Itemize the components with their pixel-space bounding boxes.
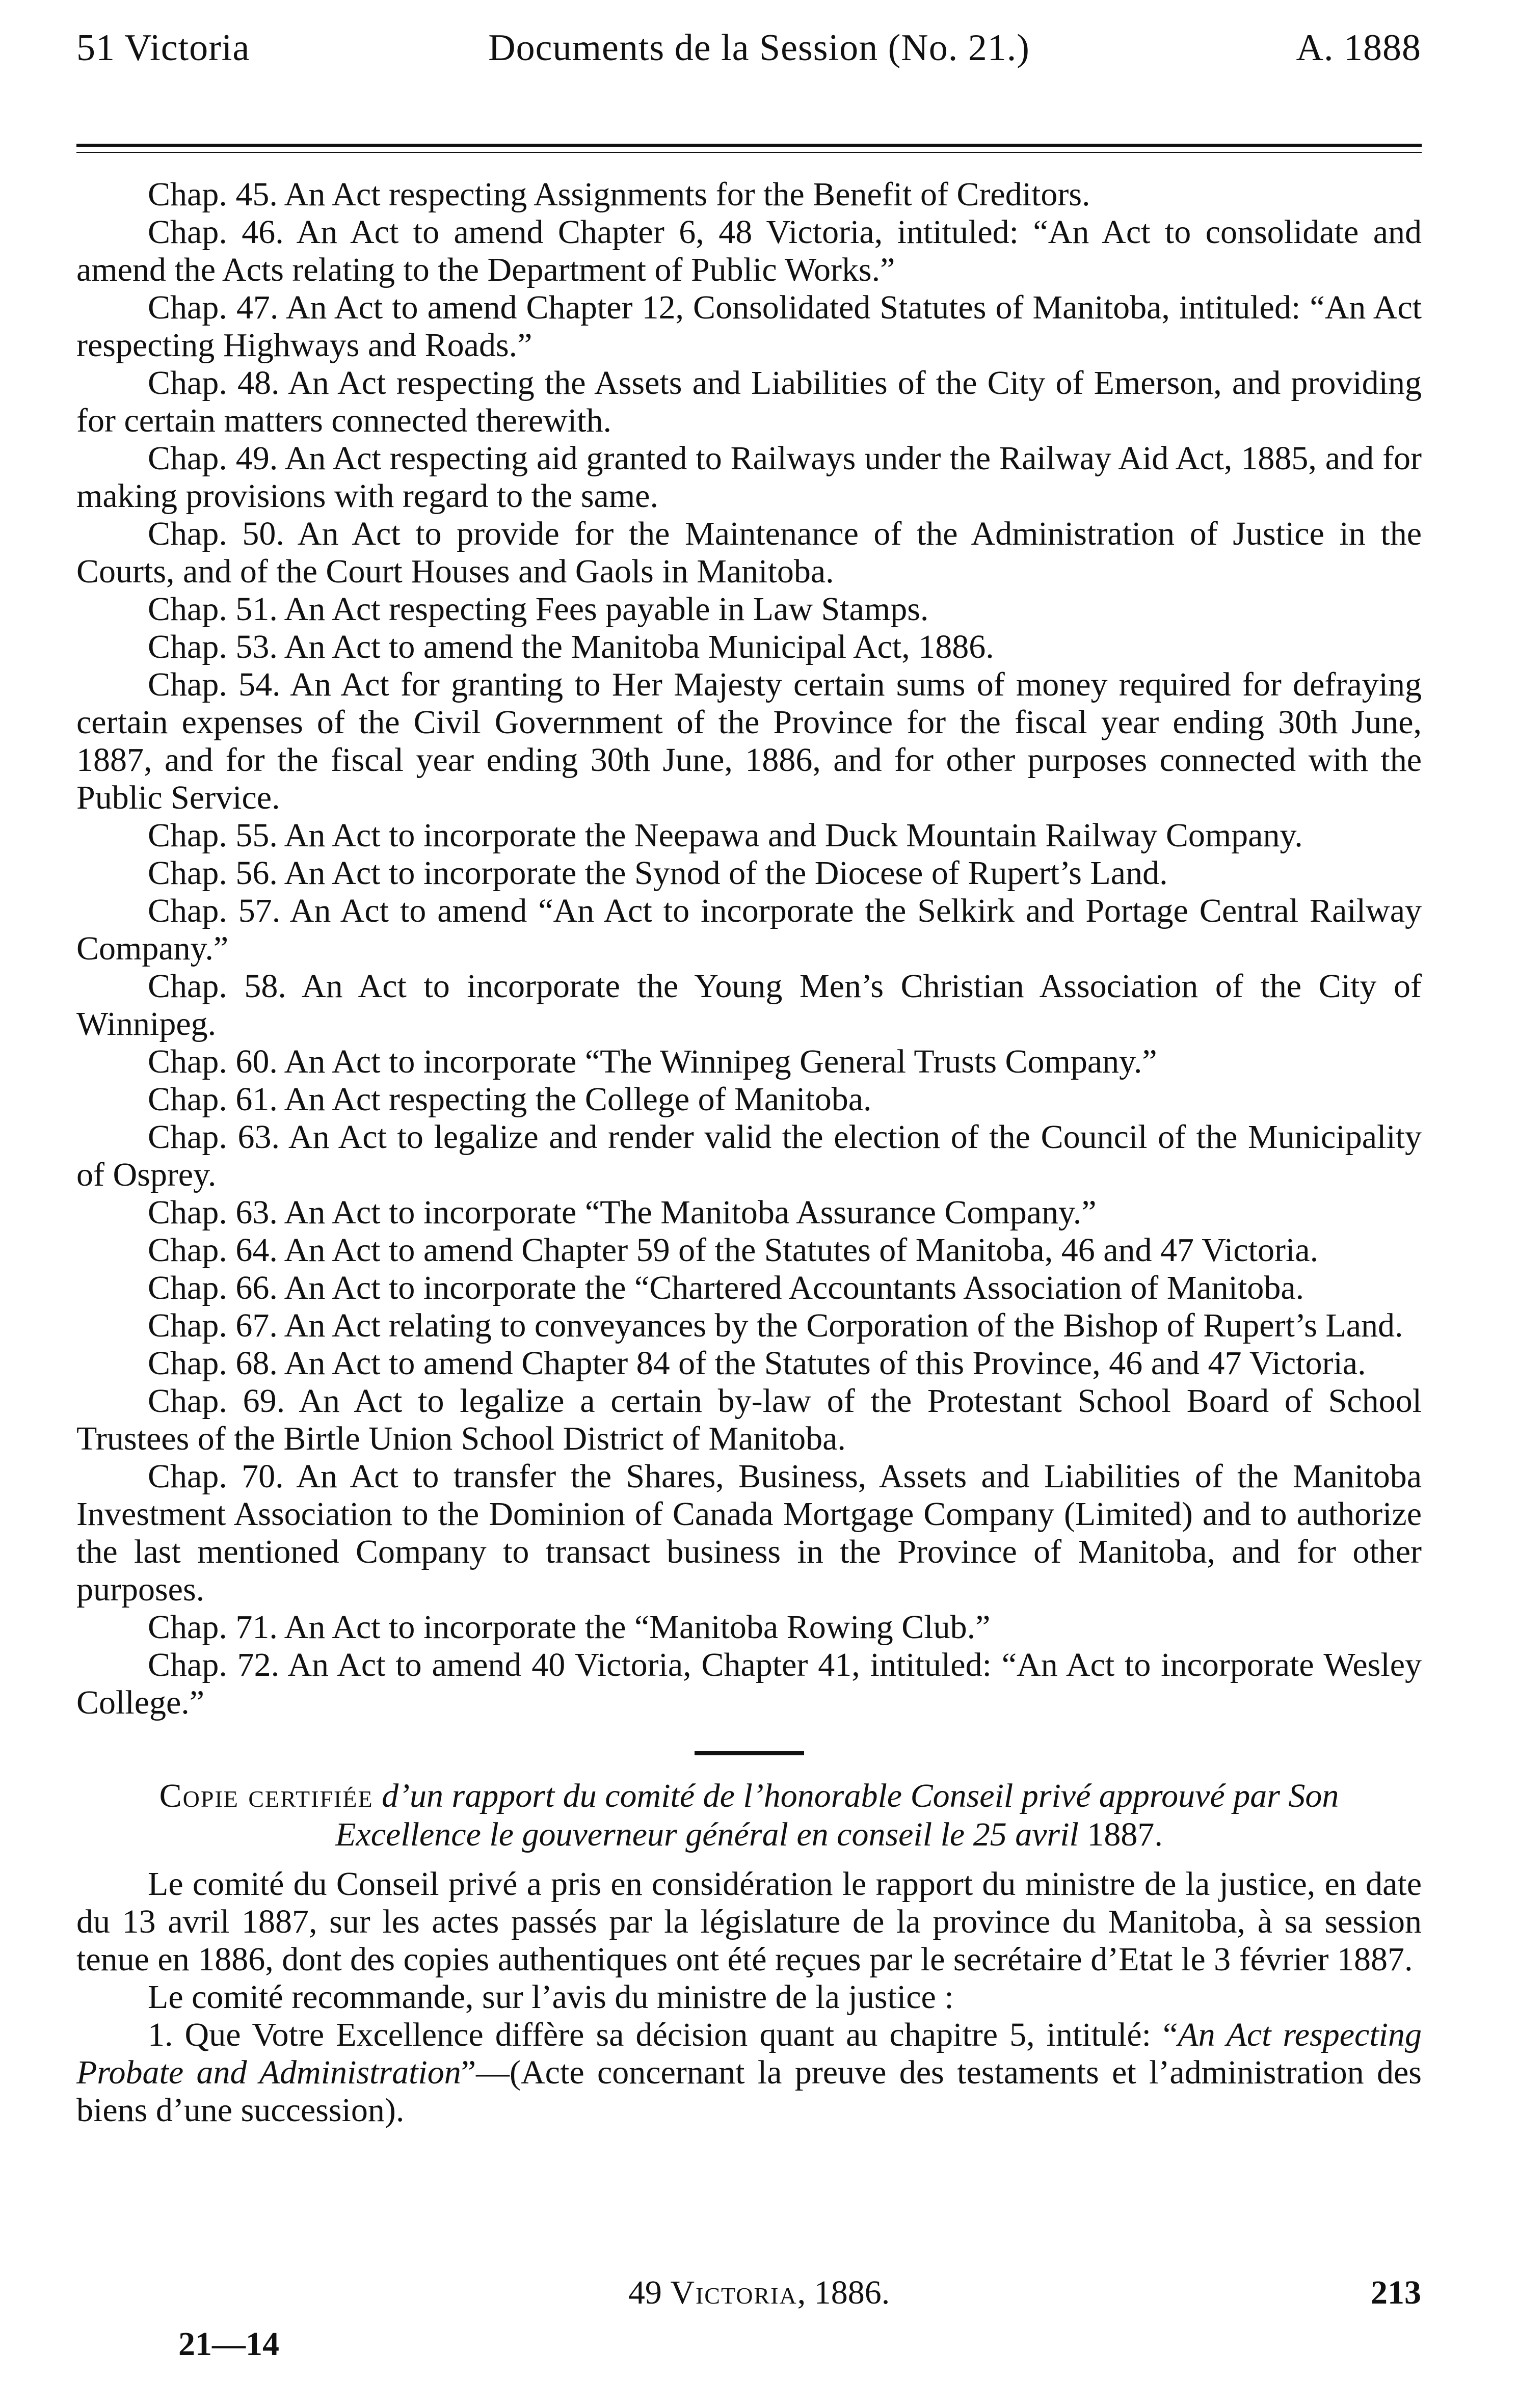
report-paragraph: Le comité recommande, sur l’avis du ministre de la justice : bbox=[148, 1978, 954, 2016]
chapter-item: Chap. 49. An Act respecting aid granted to Railways under the Railway Aid Act, 1885, and for making provisions with regard to the same. bbox=[76, 440, 1422, 515]
printer-signature: 21—14 bbox=[178, 2325, 279, 2363]
header-year: A. 1888 bbox=[1296, 27, 1421, 69]
chapter-item: Chap. 67. An Act relating to conveyances by the Corporation of the Bishop of Rupert’s Land. bbox=[148, 1307, 1403, 1344]
item1-end: ”—(Acte concernant la preuve des testaments et l’administration des biens d’une succession). bbox=[76, 2054, 1422, 2129]
chapter-item: Chap. 61. An Act respecting the College of Manitoba. bbox=[148, 1081, 872, 1118]
report-title-rest: d’un rapport du comité de l’honorable Conseil privé approuvé par Son bbox=[373, 1777, 1339, 1814]
page-number: 213 bbox=[1371, 2274, 1421, 2311]
chapter-item: Chap. 71. An Act to incorporate the “Manitoba Rowing Club.” bbox=[148, 1609, 991, 1646]
chapter-item: Chap. 66. An Act to incorporate the “Chartered Accountants Association of Manitoba. bbox=[148, 1269, 1304, 1306]
section-separator bbox=[695, 1751, 804, 1755]
footer-suffix: , 1886. bbox=[797, 2274, 890, 2311]
chapter-item: Chap. 54. An Act for granting to Her Majesty certain sums of money required for defraying certain expenses of the Civil Government of the Province for the fiscal year ending 30th June, 1887, and for the fiscal year ending 30th June, 1886, and for other purposes connected with the Public Service. bbox=[76, 666, 1422, 816]
report-title-line2 bbox=[76, 1815, 1422, 1854]
chapter-item: Chap. 56. An Act to incorporate the Synod of the Diocese of Rupert’s Land. bbox=[148, 854, 1168, 892]
report-title-caps: Copie certifiée bbox=[159, 1777, 374, 1814]
chapter-item: Chap. 69. An Act to legalize a certain by-law of the Protestant School Board of School Trustees of the Birtle Union School District of Manitoba. bbox=[76, 1382, 1422, 1457]
chapter-item: Chap. 50. An Act to provide for the Maintenance of the Administration of Justice in the Courts, and of the Court Houses and Gaols in Manitoba. bbox=[76, 515, 1422, 590]
footer-prefix: 49 bbox=[628, 2274, 671, 2311]
report-title bbox=[76, 1777, 1422, 1815]
item1-start: 1. Que Votre Excellence diffère sa décision quant au chapitre 5, intitulé: “ bbox=[148, 2016, 1178, 2053]
main-text bbox=[76, 176, 1422, 2129]
header-rule-thin bbox=[76, 152, 1422, 153]
chapter-item: Chap. 46. An Act to amend Chapter 6, 48 Victoria, intituled: “An Act to consolidate and amend the Acts relating to the Department of Public Works.” bbox=[76, 213, 1422, 288]
chapter-item: Chap. 48. An Act respecting the Assets and Liabilities of the City of Emerson, and providing for certain matters connected therewith. bbox=[76, 364, 1422, 439]
chapter-item: Chap. 53. An Act to amend the Manitoba Municipal Act, 1886. bbox=[148, 628, 994, 665]
chapter-item: Chap. 64. An Act to amend Chapter 59 of the Statutes of Manitoba, 46 and 47 Victoria. bbox=[148, 1232, 1319, 1269]
chapter-item: Chap. 70. An Act to transfer the Shares, Business, Assets and Liabilities of the Manitoba Investment Association to the Dominion of Canada Mortgage Company (Limited) and to authorize the last mentioned Company to transact business in the Province of Manitoba, and for other purposes. bbox=[76, 1458, 1422, 1608]
chapter-item: Chap. 55. An Act to incorporate the Neepawa and Duck Mountain Railway Company. bbox=[148, 817, 1303, 854]
item1-act-title: An Act respecting Probate and Administration bbox=[76, 2016, 1422, 2091]
report-item-1 bbox=[76, 2016, 1422, 2129]
chapter-item: Chap. 57. An Act to amend “An Act to incorporate the Selkirk and Portage Central Railway Company.” bbox=[76, 892, 1422, 967]
chapter-item: Chap. 58. An Act to incorporate the Young Men’s Christian Association of the City of Winnipeg. bbox=[76, 968, 1422, 1042]
chapter-item: Chap. 51. An Act respecting Fees payable in Law Stamps. bbox=[148, 591, 929, 628]
chapter-item: Chap. 72. An Act to amend 40 Victoria, Chapter 41, intituled: “An Act to incorporate Wesley College.” bbox=[76, 1646, 1422, 1721]
footer-caps: Victoria bbox=[670, 2274, 797, 2311]
header-document-title: Documents de la Session (No. 21.) bbox=[488, 27, 1030, 69]
chapter-item: Chap. 63. An Act to legalize and render valid the election of the Council of the Municipality of Osprey. bbox=[76, 1118, 1422, 1193]
footer-statute-reference bbox=[0, 2273, 1518, 2312]
chapter-item: Chap. 60. An Act to incorporate “The Winnipeg General Trusts Company.” bbox=[148, 1043, 1157, 1080]
report-title-line2-text: Excellence le gouverneur général en conseil le 25 avril bbox=[335, 1816, 1087, 1853]
report-title-year: 1887. bbox=[1087, 1816, 1163, 1853]
chapter-item: Chap. 47. An Act to amend Chapter 12, Consolidated Statutes of Manitoba, intituled: “An Act respecting Highways and Roads.” bbox=[76, 289, 1422, 364]
report-paragraph: Le comité du Conseil privé a pris en considération le rapport du ministre de la justice, en date du 13 avril 1887, sur les actes passés par la législature de la province du Manitoba, à sa session tenue en 1886, dont des copies authentiques ont été reçues par le secrétaire d’Etat le 3 février 1887. bbox=[76, 1865, 1422, 1978]
chapter-list bbox=[76, 176, 1422, 1722]
header-rule-thick bbox=[76, 144, 1422, 147]
privy-council-report bbox=[76, 1777, 1422, 2129]
chapter-item: Chap. 68. An Act to amend Chapter 84 of the Statutes of this Province, 46 and 47 Victoria. bbox=[148, 1345, 1366, 1382]
chapter-item: Chap. 63. An Act to incorporate “The Manitoba Assurance Company.” bbox=[148, 1194, 1097, 1231]
chapter-item: Chap. 45. An Act respecting Assignments for the Benefit of Creditors. bbox=[148, 176, 1090, 213]
header-session-victoria: 51 Victoria bbox=[76, 27, 250, 69]
